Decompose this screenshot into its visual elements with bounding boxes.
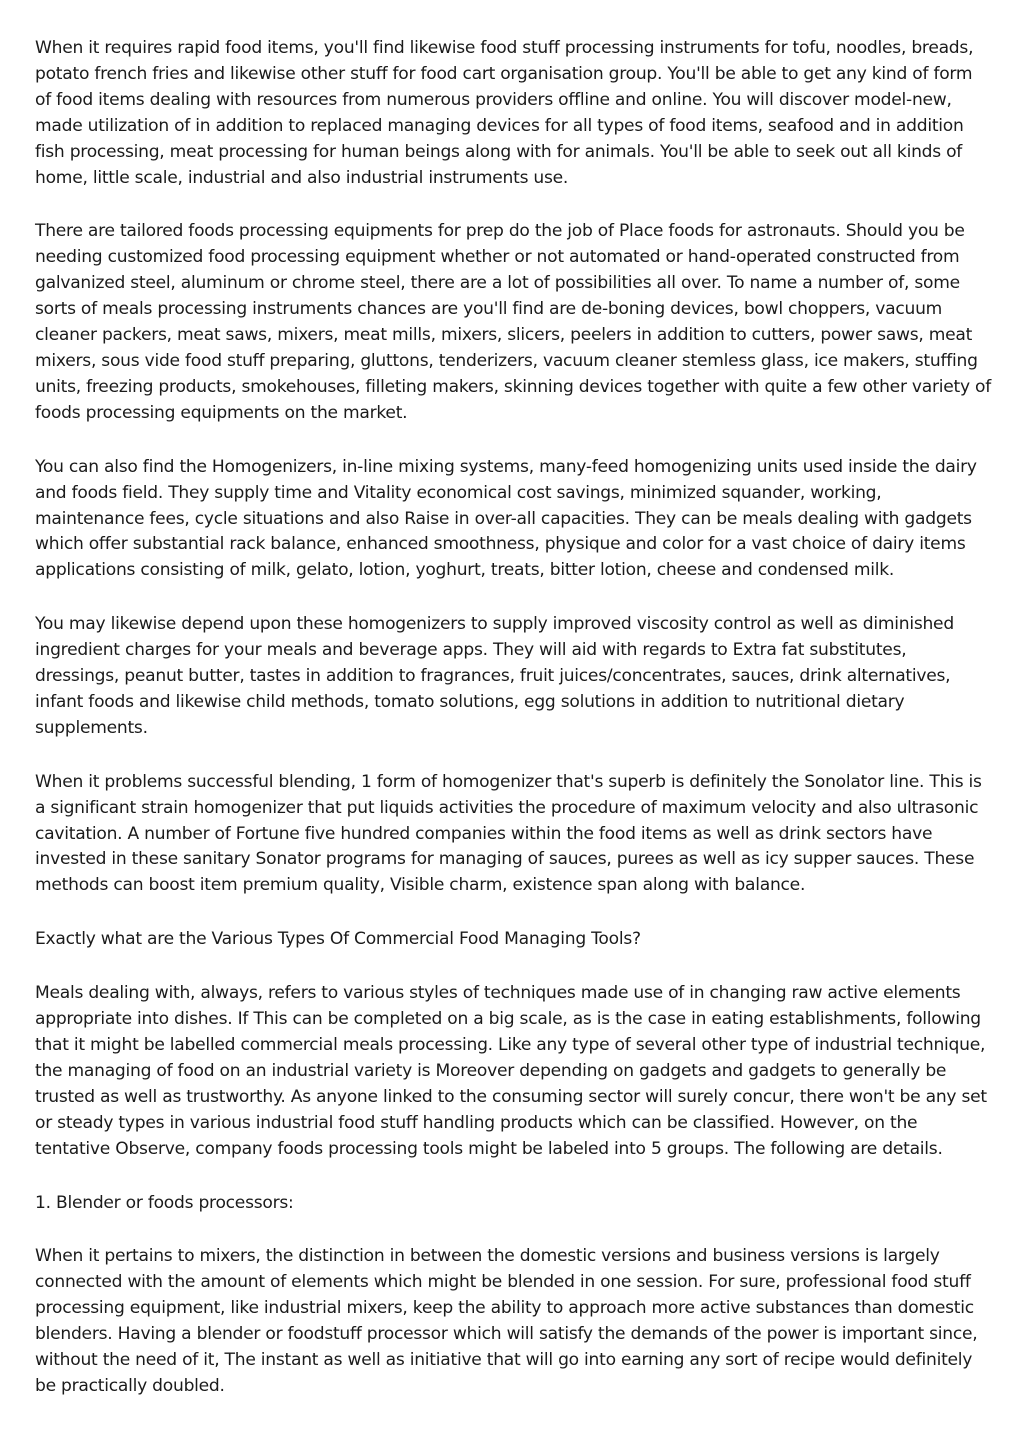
paragraph-intro: When it requires rapid food items, you'll find likewise food stuff processing instruments for tofu, noodles, breads, potato french fries and likewise other stuff for food cart organisation group. You'll be able to get any kind of form of food items dealing with resources from numerous providers offline and online. You will discover model-new, made utilization of in addition to replaced managing devices for all types of food items, seafood and in addition fish processing, meat processing for human beings along with for animals. You'll be able to seek out all kinds of home, little scale, industrial and also industrial instruments use. <box>35 38 974 188</box>
paragraph-homogenizers: You can also find the Homogenizers, in-line mixing systems, many-feed homogenizing units used inside the dairy and foods field. They supply time and Vitality economical cost savings, minimized squander, working, maintenance fees, cycle situations and also Raise in over-all capacities. They can be meals dealing with gadgets which offer substantial rack balance, enhanced smoothness, physique and color for a vast choice of dairy items applications consisting of milk, gelato, lotion, yoghurt, treats, bitter lotion, cheese and condensed milk. <box>35 456 977 581</box>
paragraph-homogenizer-uses: You may likewise depend upon these homogenizers to supply improved viscosity control as well as diminished ingredient charges for your meals and beverage apps. They will aid with regards to Extra fat substitutes, dressings, peanut butter, tastes in addition to fragrances, fruit juices/concentrates, sauces, drink alternatives, infant foods and likewise child methods, tomato solutions, egg solutions in addition to nutritional dietary supplements. <box>35 614 954 738</box>
paragraph-tailored-equipment: There are tailored foods processing equipments for prep do the job of Place foods for astronauts. Should you be needing customized food processing equipment whether or not automated or hand-operated constructed from galvanized steel, aluminum or chrome steel, there are a lot of possibilities all over. To name a number of, some sorts of meals processing instruments chances are you'll find are de-boning devices, bowl choppers, vacuum cleaner packers, meat saws, mixers, meat mills, mixers, slicers, peelers in addition to cutters, power saws, meat mixers, sous vide food stuff preparing, gluttons, tenderizers, vacuum cleaner stemless glass, ice makers, stuffing units, freezing products, smokehouses, filleting makers, skinning devices together with quite a few other variety of foods processing equipments on the market. <box>35 221 992 423</box>
paragraph-sonolator: When it problems successful blending, 1 form of homogenizer that's superb is definitely the Sonolator line. This is a significant strain homogenizer that put liquids activities the procedure of maximum velocity and also ultrasonic cavitation. A number of Fortune five hundred companies within the food items as well as drink sectors have invested in these sanitary Sonator programs for managing of sauces, purees as well as icy supper sauces. These methods can boost item premium quality, Visible charm, existence span along with balance. <box>35 771 982 896</box>
document-body <box>35 36 993 1428</box>
section-heading-types: Exactly what are the Various Types Of Commercial Food Managing Tools? <box>35 929 641 950</box>
list-heading-blender: 1. Blender or foods processors: <box>35 1192 294 1213</box>
paragraph-mixers: When it pertains to mixers, the distinction in between the domestic versions and business versions is largely connected with the amount of elements which might be blended in one session. For sure, professional food stuff processing equipment, like industrial mixers, keep the ability to approach more active substances than domestic blenders. Having a blender or foodstuff processor which will satisfy the demands of the power is important since, without the need of it, The instant as well as initiative that will go into earning any sort of recipe would definitely be practically doubled. <box>35 1246 978 1396</box>
paragraph-meals-dealing: Meals dealing with, always, refers to various styles of techniques made use of in changing raw active elements appropriate into dishes. If This can be completed on a big scale, as is the case in eating establishments, following that it might be labelled commercial meals processing. Like any type of several other type of industrial technique, the managing of food on an industrial variety is Moreover depending on gadgets and gadgets to generally be trusted as well as trustworthy. As anyone linked to the consuming sector will surely concur, there won't be any set or steady types in various industrial food stuff handling products which can be classified. However, on the tentative Observe, company foods processing tools might be labeled into 5 groups. The following are details. <box>35 983 987 1159</box>
